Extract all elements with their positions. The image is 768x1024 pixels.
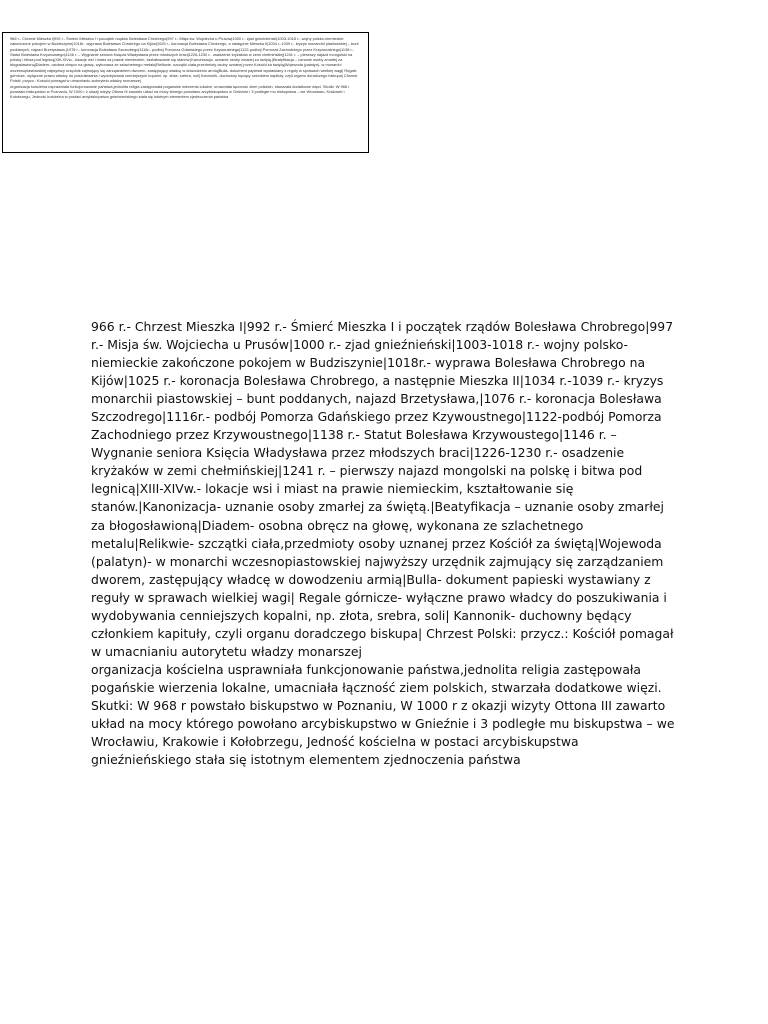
document-paragraph: organizacja kościelna usprawniała funkcjonowanie państwa,jednolita religia zastępowała pogańskie wierzenia lokalne, umacniała łączność ziem polskich, stwarzała dodatkowe więzi. Skutki: W 968 r powstało biskupstwo w Poznaniu, W 1000 r z okazji wizyty Ottona III zawarto układ na mocy którego powołano arcybiskupstwo w Gnieźnie i 3 podległe mu biskupstwa – we Wrocławiu, Krakowie i Kołobrzegu, Jedność kościelna w postaci arcybiskupstwa gnieźnieńskiego stała się istotnym elementem zjednoczenia państwa (91, 661, 675, 768)
document-paragraph: 966 r.- Chrzest Mieszka I|992 r.- Śmierć Mieszka I i początek rządów Bolesława Chrobrego|997 r.- Misja św. Wojciecha u Prusów|1000 r.- zjad gnieźnieński|1003-1018 r.- wojny polsko-niemieckie zakończone pokojem w Budziszynie|1018r.- wyprawa Bolesława Chrobrego na Kijów|1025 r.- koronacja Bolesława Chrobrego, a następnie Mieszka II|1034 r.-1039 r.- kryzys monarchii piastowskiej – bunt poddanych, najazd Brzetysława,|1076 r.- koronacja Bolesława Szczodrego|1116r.- podbój Pomorza Gdańskiego przez Kzywoustnego|1122-podbój Pomorza Zachodniego przez Krzywoustnego|1138 r.- Statut Bolesława Krzywoustego|1146 r. – Wygnanie seniora Księcia Władysława przez młodszych braci|1226-1230 r.- osadzenie kryżaków w zemi chełmińskiej|1241 r. – pierwszy najazd mongolski na polskę i bitwa pod legnicą|XIII-XIVw.- lokacje wsi i miast na prawie niemieckim, kształtowanie się stanów.|Kanonizacja- uznanie osoby zmarłej za świętą.|Beatyfikacja – uznanie osoby zmarłej za błogosławioną|Diadem- osobna obręcz na głowę, wykonana ze szlachetnego metalu|Relikwie- szczątki ciała,przedmioty osoby uznanej przez Kościół za świętą|Wojewoda (palatyn)- w monarchi wczesnopiastowskiej najwyższy urzędnik zajmujący się zarządzaniem dworem, zastępujący władcę w dowodzeniu armią|Bulla- dokument papieski wystawiany z reguły w sprawach wielkiej wagi| Regale górnicze- wyłączne prawo władcy do poszukiwania i wydobywania cenniejszych kopalni, np. złota, srebra, soli| Kannonik- duchowny będący członkiem kapituły, czyli organu doradczego biskupa| Chrzest Polski: przycz.: Kościół pomagał w umacnianiu autorytetu władzy monarszej (91, 319, 674, 659)
thumbnail-paragraph: organizacja kościelna usprawniała funkcjonowanie państwa,jednolita religia zastępowała pogańskie wierzenia lokalne, umacniała łączność ziem polskich, stwarzała dodatkowe więzi. Skutki: W 968 r powstało biskupstwo w Poznaniu, W 1000 r z okazji wizyty Ottona III zawarto układ na mocy którego powołano arcybiskupstwo w Gnieźnie i 3 podległe mu biskupstwa – we Wrocławiu, Krakowie i Kołobrzegu, Jedność kościelna w postaci arcybiskupstwa gnieźnieńskiego stała się istotnym elementem zjednoczenia państwa (10, 83, 350, 100)
document-body (91, 318, 681, 769)
thumbnail-text (10, 36, 362, 100)
page-thumbnail (2, 32, 369, 153)
thumbnail-paragraph: 966 r.- Chrzest Mieszka I|992 r.- Śmierć Mieszka I i początek rządów Bolesława Chrobrego|997 r.- Misja św. Wojciecha u Prusów|1000 r.- zjad gnieźnieński|1003-1018 r.- wojny polsko-niemieckie zakończone pokojem w Budziszynie|1018r.- wyprawa Bolesława Chrobrego na Kijów|1025 r.- koronacja Bolesława Chrobrego, a następnie Mieszka II|1034 r.-1039 r.- kryzys monarchii piastowskiej – bunt poddanych, najazd Brzetysława,|1076 r.- koronacja Bolesława Szczodrego|1116r.- podbój Pomorza Gdańskiego przez Kzywoustnego|1122-podbój Pomorza Zachodniego przez Krzywoustnego|1138 r.- Statut Bolesława Krzywoustego|1146 r. – Wygnanie seniora Księcia Władysława przez młodszych braci|1226-1230 r.- osadzenie kryżaków w zemi chełmińskiej|1241 r. – pierwszy najazd mongolski na polskę i bitwa pod legnicą|XIII-XIVw.- lokacje wsi i miast na prawie niemieckim, kształtowanie się stanów.|Kanonizacja- uznanie osoby zmarłej za świętą.|Beatyfikacja – uznanie osoby zmarłej za błogosławioną|Diadem- osobna obręcz na głowę, wykonana ze szlachetnego metalu|Relikwie- szczątki ciała,przedmioty osoby uznanej przez Kościół za świętą|Wojewoda (palatyn)- w monarchi wczesnopiastowskiej najwyższy urzędnik zajmujący się zarządzaniem dworem, zastępujący władcę w dowodzeniu armią|Bulla- dokument papieski wystawiany z reguły w sprawach wielkiej wagi| Regale górnicze- wyłączne prawo władcy do poszukiwania i wydobywania cenniejszych kopalni, np. złota, srebra, soli| Kannonik- duchowny będący członkiem kapituły, czyli organu doradczego biskupa| Chrzest Polski: przycz.: Kościół pomagał w umacnianiu autorytetu władzy monarszej (10, 36, 359, 84)
